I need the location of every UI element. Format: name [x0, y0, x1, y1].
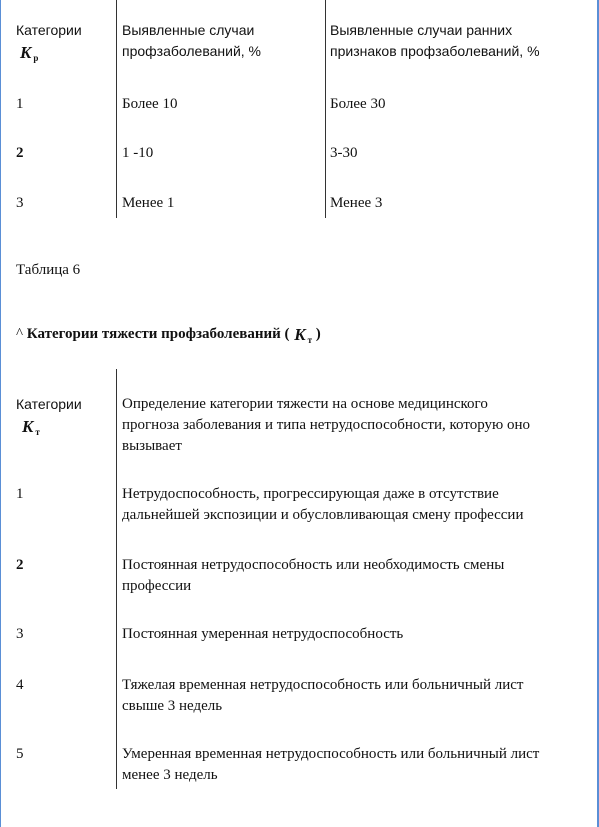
table-5-row-3-early-signs: Менее 3 — [330, 195, 383, 211]
table-6-row-2-definition: профессии — [122, 578, 192, 594]
table-6-row-1-definition: Нетрудоспособность, прогрессирующая даже в отсутствие — [122, 486, 499, 502]
table-5-header-cases: профзаболеваний, % — [122, 43, 261, 59]
table-5-row-1-early-signs: Более 30 — [330, 96, 386, 112]
table-6-row-4-definition: Тяжелая временная нетрудоспособность или больничный лист — [122, 677, 524, 693]
title-prefix: ^ — [16, 326, 24, 342]
table-6-title — [16, 324, 321, 347]
table-5-header-category: Категории — [16, 22, 82, 38]
table-6-header-definition: вызывает — [122, 438, 182, 454]
table-5-header-early-signs: признаков профзаболеваний, % — [330, 43, 540, 59]
table-6-row-5-definition: менее 3 недель — [122, 767, 218, 783]
table-6-row-2-category: 2 — [16, 557, 24, 573]
table-6-label: Таблица 6 — [16, 262, 81, 278]
table-6-row-3-definition: Постоянная умеренная нетрудоспособность — [122, 626, 404, 642]
title-symbol: K $_т$ — [294, 325, 313, 345]
table-6-row-3-category: 3 — [16, 626, 24, 642]
table-5-header-cases: Выявленные случаи — [122, 22, 255, 38]
table-5-divider-2 — [325, 0, 326, 218]
title-close: ) — [315, 326, 321, 342]
table-5-header-category-symbol: K $_р$ — [20, 43, 39, 63]
table-5-row-2-early-signs: 3-30 — [330, 145, 358, 161]
table-6-row-5-category: 5 — [16, 746, 24, 762]
table-6-header-category-symbol: K $_т$ — [22, 417, 40, 437]
table-5-row-3-cases: Менее 1 — [122, 195, 175, 211]
table-6-row-4-category: 4 — [16, 677, 24, 693]
table-5-row-1-cases: Более 10 — [122, 96, 178, 112]
title-text: Категории тяжести профзаболеваний ( — [26, 326, 290, 342]
page-frame-left — [0, 0, 1, 827]
table-6-row-5-definition: Умеренная временная нетрудоспособность или больничный лист — [122, 746, 540, 762]
table-5-row-2-cases: 1 -10 — [122, 145, 154, 161]
table-6-row-1-definition: дальнейшей экспозиции и обусловливающая смену профессии — [122, 507, 524, 523]
table-5-divider-1 — [116, 0, 117, 218]
table-5-row-2-category: 2 — [16, 145, 24, 161]
table-5-row-3-category: 3 — [16, 195, 24, 211]
table-6-header-definition: Определение категории тяжести на основе медицинского — [122, 396, 488, 412]
table-6-header-definition: прогноза заболевания и типа нетрудоспособности, которую оно — [122, 417, 530, 433]
table-6-row-1-category: 1 — [16, 486, 24, 502]
table-6-header-category: Категории — [16, 396, 82, 412]
table-6-row-2-definition: Постоянная нетрудоспособность или необходимость смены — [122, 557, 505, 573]
table-6-row-4-definition: свыше 3 недель — [122, 698, 223, 714]
table-6-divider — [116, 369, 117, 789]
table-5-header-early-signs: Выявленные случаи ранних — [330, 22, 513, 38]
table-5-row-1-category: 1 — [16, 96, 24, 112]
